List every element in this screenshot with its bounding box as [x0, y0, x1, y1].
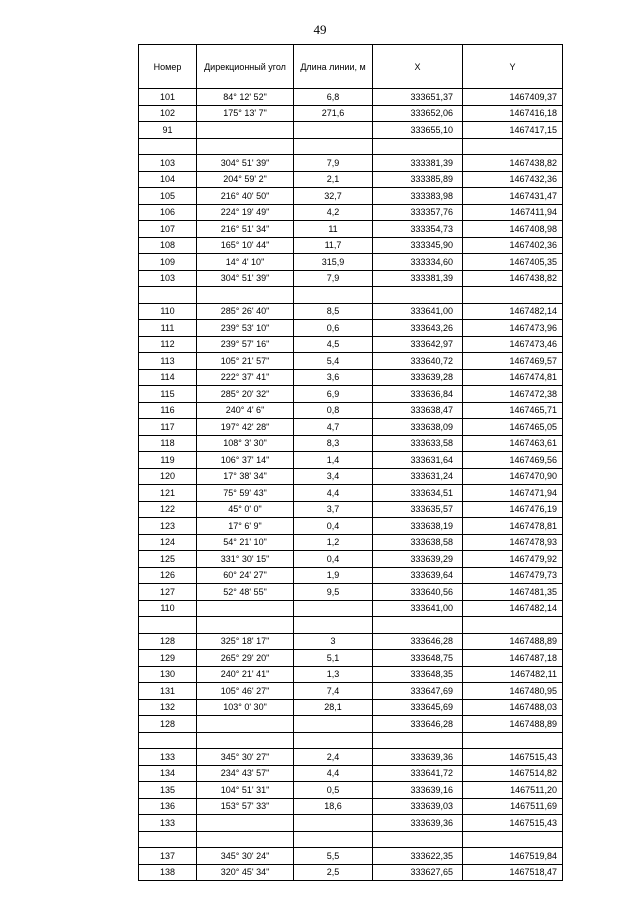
x-coordinate-cell: 333383,98: [373, 188, 463, 205]
x-coordinate-cell: 333643,26: [373, 320, 463, 337]
table-row: [139, 105, 563, 122]
table-row: [139, 254, 563, 271]
y-coordinate-cell: [463, 287, 563, 304]
y-coordinate-cell: 1467411,94: [463, 204, 563, 221]
direction-angle-cell: [197, 617, 294, 634]
y-coordinate-cell: 1467488,89: [463, 633, 563, 650]
table-row: [139, 303, 563, 320]
direction-angle-cell: [197, 831, 294, 848]
line-length-cell: 11,7: [294, 237, 373, 254]
point-number-cell: [139, 617, 197, 634]
direction-angle-cell: 285° 26' 40": [197, 303, 294, 320]
y-coordinate-cell: 1467469,57: [463, 353, 563, 370]
point-number-cell: 133: [139, 749, 197, 766]
line-length-cell: [294, 287, 373, 304]
x-coordinate-cell: 333636,84: [373, 386, 463, 403]
table-row: [139, 138, 563, 155]
line-length-cell: [294, 831, 373, 848]
x-coordinate-cell: 333639,16: [373, 782, 463, 799]
x-coordinate-cell: 333645,69: [373, 699, 463, 716]
table-row: [139, 155, 563, 172]
table-row: [139, 534, 563, 551]
y-coordinate-cell: 1467472,38: [463, 386, 563, 403]
point-number-cell: 122: [139, 501, 197, 518]
y-coordinate-cell: 1467463,61: [463, 435, 563, 452]
x-coordinate-cell: 333633,58: [373, 435, 463, 452]
x-coordinate-cell: 333639,29: [373, 551, 463, 568]
x-coordinate-cell: 333655,10: [373, 122, 463, 139]
direction-angle-cell: 240° 21' 41": [197, 666, 294, 683]
line-length-cell: 0,4: [294, 518, 373, 535]
point-number-cell: [139, 138, 197, 155]
point-number-cell: 112: [139, 336, 197, 353]
line-length-cell: 1,3: [294, 666, 373, 683]
table-row: [139, 452, 563, 469]
x-coordinate-cell: 333641,00: [373, 303, 463, 320]
table-row: [139, 270, 563, 287]
table-row: [139, 617, 563, 634]
point-number-cell: 136: [139, 798, 197, 815]
direction-angle-cell: 304° 51' 39": [197, 155, 294, 172]
line-length-cell: 1,4: [294, 452, 373, 469]
x-coordinate-cell: 333622,35: [373, 848, 463, 865]
line-length-cell: 8,3: [294, 435, 373, 452]
point-number-cell: 111: [139, 320, 197, 337]
table-row: [139, 287, 563, 304]
x-coordinate-cell: 333638,58: [373, 534, 463, 551]
point-number-cell: 108: [139, 237, 197, 254]
y-coordinate-cell: 1467469,56: [463, 452, 563, 469]
table-row: [139, 848, 563, 865]
table-row: [139, 237, 563, 254]
direction-angle-cell: 345° 30' 24": [197, 848, 294, 865]
direction-angle-cell: 105° 46' 27": [197, 683, 294, 700]
x-coordinate-cell: 333647,69: [373, 683, 463, 700]
x-coordinate-cell: 333652,06: [373, 105, 463, 122]
point-number-cell: 130: [139, 666, 197, 683]
header-line-length: Длина линии, м: [294, 45, 373, 89]
line-length-cell: 7,9: [294, 270, 373, 287]
x-coordinate-cell: 333627,65: [373, 864, 463, 881]
line-length-cell: [294, 716, 373, 733]
y-coordinate-cell: 1467438,82: [463, 270, 563, 287]
x-coordinate-cell: 333651,37: [373, 89, 463, 106]
point-number-cell: 106: [139, 204, 197, 221]
direction-angle-cell: 84° 12' 52": [197, 89, 294, 106]
x-coordinate-cell: 333345,90: [373, 237, 463, 254]
direction-angle-cell: [197, 815, 294, 832]
point-number-cell: 117: [139, 419, 197, 436]
x-coordinate-cell: [373, 831, 463, 848]
x-coordinate-cell: 333642,97: [373, 336, 463, 353]
direction-angle-cell: 216° 51' 34": [197, 221, 294, 238]
line-length-cell: 3,4: [294, 468, 373, 485]
x-coordinate-cell: 333648,35: [373, 666, 463, 683]
line-length-cell: 315,9: [294, 254, 373, 271]
point-number-cell: 103: [139, 155, 197, 172]
point-number-cell: 104: [139, 171, 197, 188]
x-coordinate-cell: 333646,28: [373, 716, 463, 733]
y-coordinate-cell: 1467478,93: [463, 534, 563, 551]
direction-angle-cell: 14° 4' 10": [197, 254, 294, 271]
point-number-cell: 128: [139, 716, 197, 733]
table-row: [139, 501, 563, 518]
line-length-cell: 18,6: [294, 798, 373, 815]
x-coordinate-cell: 333639,36: [373, 749, 463, 766]
table-row: [139, 798, 563, 815]
y-coordinate-cell: [463, 831, 563, 848]
point-number-cell: 126: [139, 567, 197, 584]
y-coordinate-cell: 1467438,82: [463, 155, 563, 172]
line-length-cell: 9,5: [294, 584, 373, 601]
point-number-cell: 101: [139, 89, 197, 106]
point-number-cell: 110: [139, 600, 197, 617]
x-coordinate-cell: 333631,24: [373, 468, 463, 485]
line-length-cell: [294, 138, 373, 155]
table-header-row: [139, 45, 563, 89]
direction-angle-cell: [197, 287, 294, 304]
x-coordinate-cell: 333381,39: [373, 270, 463, 287]
point-number-cell: 113: [139, 353, 197, 370]
x-coordinate-cell: 333639,64: [373, 567, 463, 584]
table-row: [139, 221, 563, 238]
table-row: [139, 171, 563, 188]
x-coordinate-cell: 333641,72: [373, 765, 463, 782]
point-number-cell: 133: [139, 815, 197, 832]
direction-angle-cell: 216° 40' 50": [197, 188, 294, 205]
point-number-cell: 120: [139, 468, 197, 485]
line-length-cell: [294, 600, 373, 617]
line-length-cell: [294, 617, 373, 634]
y-coordinate-cell: [463, 138, 563, 155]
table-row: [139, 765, 563, 782]
page-number: 49: [313, 22, 327, 37]
point-number-cell: 102: [139, 105, 197, 122]
table-row: [139, 650, 563, 667]
point-number-cell: 109: [139, 254, 197, 271]
table-row: [139, 435, 563, 452]
point-number-cell: [139, 831, 197, 848]
line-length-cell: 4,4: [294, 485, 373, 502]
table-row: [139, 204, 563, 221]
direction-angle-cell: [197, 122, 294, 139]
x-coordinate-cell: 333638,09: [373, 419, 463, 436]
line-length-cell: 0,5: [294, 782, 373, 799]
line-length-cell: 3,6: [294, 369, 373, 386]
direction-angle-cell: 17° 6' 9": [197, 518, 294, 535]
direction-angle-cell: [197, 600, 294, 617]
y-coordinate-cell: [463, 617, 563, 634]
table-row: [139, 567, 563, 584]
table-row: [139, 831, 563, 848]
direction-angle-cell: 108° 3' 30": [197, 435, 294, 452]
x-coordinate-cell: 333385,89: [373, 171, 463, 188]
line-length-cell: 4,4: [294, 765, 373, 782]
point-number-cell: 110: [139, 303, 197, 320]
table-row: [139, 666, 563, 683]
y-coordinate-cell: 1467473,46: [463, 336, 563, 353]
point-number-cell: [139, 732, 197, 749]
line-length-cell: 0,4: [294, 551, 373, 568]
point-number-cell: 135: [139, 782, 197, 799]
header-y: Y: [463, 45, 563, 89]
table-row: [139, 188, 563, 205]
line-length-cell: 11: [294, 221, 373, 238]
direction-angle-cell: 175° 13' 7": [197, 105, 294, 122]
direction-angle-cell: 17° 38' 34": [197, 468, 294, 485]
line-length-cell: 6,9: [294, 386, 373, 403]
y-coordinate-cell: 1467511,69: [463, 798, 563, 815]
y-coordinate-cell: 1467482,11: [463, 666, 563, 683]
x-coordinate-cell: 333635,57: [373, 501, 463, 518]
direction-angle-cell: 103° 0' 30": [197, 699, 294, 716]
y-coordinate-cell: 1467431,47: [463, 188, 563, 205]
line-length-cell: 1,9: [294, 567, 373, 584]
x-coordinate-cell: 333648,75: [373, 650, 463, 667]
y-coordinate-cell: 1467408,98: [463, 221, 563, 238]
table-row: [139, 353, 563, 370]
line-length-cell: 4,2: [294, 204, 373, 221]
point-number-cell: 132: [139, 699, 197, 716]
direction-angle-cell: 45° 0' 0": [197, 501, 294, 518]
direction-angle-cell: 165° 10' 44": [197, 237, 294, 254]
y-coordinate-cell: 1467482,14: [463, 600, 563, 617]
x-coordinate-cell: [373, 287, 463, 304]
line-length-cell: 8,5: [294, 303, 373, 320]
line-length-cell: 2,1: [294, 171, 373, 188]
y-coordinate-cell: 1467417,15: [463, 122, 563, 139]
point-number-cell: 128: [139, 633, 197, 650]
direction-angle-cell: 265° 29' 20": [197, 650, 294, 667]
x-coordinate-cell: 333640,56: [373, 584, 463, 601]
y-coordinate-cell: [463, 732, 563, 749]
point-number-cell: 129: [139, 650, 197, 667]
y-coordinate-cell: 1467515,43: [463, 815, 563, 832]
line-length-cell: [294, 815, 373, 832]
x-coordinate-cell: 333639,28: [373, 369, 463, 386]
y-coordinate-cell: 1467488,89: [463, 716, 563, 733]
line-length-cell: 32,7: [294, 188, 373, 205]
y-coordinate-cell: 1467465,71: [463, 402, 563, 419]
x-coordinate-cell: 333638,19: [373, 518, 463, 535]
point-number-cell: 114: [139, 369, 197, 386]
y-coordinate-cell: 1467474,81: [463, 369, 563, 386]
y-coordinate-cell: 1467479,73: [463, 567, 563, 584]
direction-angle-cell: 104° 51' 31": [197, 782, 294, 799]
direction-angle-cell: 331° 30' 15": [197, 551, 294, 568]
point-number-cell: 127: [139, 584, 197, 601]
line-length-cell: [294, 732, 373, 749]
header-number: Номер: [139, 45, 197, 89]
x-coordinate-cell: 333640,72: [373, 353, 463, 370]
direction-angle-cell: 345° 30' 27": [197, 749, 294, 766]
table-row: [139, 749, 563, 766]
direction-angle-cell: 197° 42' 28": [197, 419, 294, 436]
y-coordinate-cell: 1467473,96: [463, 320, 563, 337]
point-number-cell: [139, 287, 197, 304]
line-length-cell: 6,8: [294, 89, 373, 106]
line-length-cell: 2,4: [294, 749, 373, 766]
header-direction-angle: Дирекционный угол: [197, 45, 294, 89]
y-coordinate-cell: 1467480,95: [463, 683, 563, 700]
direction-angle-cell: 153° 57' 33": [197, 798, 294, 815]
direction-angle-cell: 285° 20' 32": [197, 386, 294, 403]
x-coordinate-cell: 333334,60: [373, 254, 463, 271]
table-row: [139, 600, 563, 617]
y-coordinate-cell: 1467416,18: [463, 105, 563, 122]
direction-angle-cell: 224° 19' 49": [197, 204, 294, 221]
table-row: [139, 122, 563, 139]
table-body: [139, 89, 563, 881]
x-coordinate-cell: 333381,39: [373, 155, 463, 172]
x-coordinate-cell: 333354,73: [373, 221, 463, 238]
table-row: [139, 551, 563, 568]
x-coordinate-cell: [373, 138, 463, 155]
x-coordinate-cell: 333634,51: [373, 485, 463, 502]
x-coordinate-cell: 333641,00: [373, 600, 463, 617]
line-length-cell: [294, 122, 373, 139]
line-length-cell: 271,6: [294, 105, 373, 122]
direction-angle-cell: 52° 48' 55": [197, 584, 294, 601]
y-coordinate-cell: 1467432,36: [463, 171, 563, 188]
table-row: [139, 386, 563, 403]
y-coordinate-cell: 1467405,35: [463, 254, 563, 271]
direction-angle-cell: 222° 37' 41": [197, 369, 294, 386]
y-coordinate-cell: 1467478,81: [463, 518, 563, 535]
y-coordinate-cell: 1467409,37: [463, 89, 563, 106]
direction-angle-cell: 106° 37' 14": [197, 452, 294, 469]
point-number-cell: 137: [139, 848, 197, 865]
y-coordinate-cell: 1467487,18: [463, 650, 563, 667]
point-number-cell: 105: [139, 188, 197, 205]
line-length-cell: 3: [294, 633, 373, 650]
point-number-cell: 119: [139, 452, 197, 469]
x-coordinate-cell: 333646,28: [373, 633, 463, 650]
table-row: [139, 732, 563, 749]
line-length-cell: 2,5: [294, 864, 373, 881]
header-x: X: [373, 45, 463, 89]
point-number-cell: 115: [139, 386, 197, 403]
y-coordinate-cell: 1467470,90: [463, 468, 563, 485]
line-length-cell: 4,5: [294, 336, 373, 353]
line-length-cell: 4,7: [294, 419, 373, 436]
x-coordinate-cell: 333639,03: [373, 798, 463, 815]
table-row: [139, 89, 563, 106]
y-coordinate-cell: 1467488,03: [463, 699, 563, 716]
line-length-cell: 5,1: [294, 650, 373, 667]
direction-angle-cell: 75° 59' 43": [197, 485, 294, 502]
line-length-cell: 7,9: [294, 155, 373, 172]
table-row: [139, 699, 563, 716]
table-row: [139, 320, 563, 337]
direction-angle-cell: [197, 138, 294, 155]
direction-angle-cell: 325° 18' 17": [197, 633, 294, 650]
direction-angle-cell: 60° 24' 27": [197, 567, 294, 584]
x-coordinate-cell: 333631,64: [373, 452, 463, 469]
line-length-cell: 1,2: [294, 534, 373, 551]
point-number-cell: 116: [139, 402, 197, 419]
point-number-cell: 103: [139, 270, 197, 287]
table-row: [139, 584, 563, 601]
line-length-cell: 0,6: [294, 320, 373, 337]
table-row: [139, 716, 563, 733]
table-row: [139, 633, 563, 650]
direction-angle-cell: 320° 45' 34": [197, 864, 294, 881]
point-number-cell: 134: [139, 765, 197, 782]
table-row: [139, 782, 563, 799]
direction-angle-cell: 240° 4' 6": [197, 402, 294, 419]
y-coordinate-cell: 1467479,92: [463, 551, 563, 568]
direction-angle-cell: 204° 59' 2": [197, 171, 294, 188]
point-number-cell: 123: [139, 518, 197, 535]
point-number-cell: 138: [139, 864, 197, 881]
point-number-cell: 118: [139, 435, 197, 452]
table-row: [139, 468, 563, 485]
x-coordinate-cell: [373, 617, 463, 634]
table-row: [139, 402, 563, 419]
line-length-cell: 28,1: [294, 699, 373, 716]
x-coordinate-cell: 333639,36: [373, 815, 463, 832]
direction-angle-cell: [197, 716, 294, 733]
line-length-cell: 0,8: [294, 402, 373, 419]
direction-angle-cell: [197, 732, 294, 749]
direction-angle-cell: 54° 21' 10": [197, 534, 294, 551]
y-coordinate-cell: 1467519,84: [463, 848, 563, 865]
table-row: [139, 419, 563, 436]
direction-angle-cell: 239° 53' 10": [197, 320, 294, 337]
point-number-cell: 91: [139, 122, 197, 139]
table-row: [139, 518, 563, 535]
y-coordinate-cell: 1467471,94: [463, 485, 563, 502]
y-coordinate-cell: 1467482,14: [463, 303, 563, 320]
y-coordinate-cell: 1467514,82: [463, 765, 563, 782]
direction-angle-cell: 304° 51' 39": [197, 270, 294, 287]
table-row: [139, 369, 563, 386]
point-number-cell: 107: [139, 221, 197, 238]
coordinates-table: [138, 44, 563, 881]
line-length-cell: 5,5: [294, 848, 373, 865]
line-length-cell: 7,4: [294, 683, 373, 700]
table-row: [139, 864, 563, 881]
y-coordinate-cell: 1467518,47: [463, 864, 563, 881]
point-number-cell: 131: [139, 683, 197, 700]
y-coordinate-cell: 1467515,43: [463, 749, 563, 766]
y-coordinate-cell: 1467402,36: [463, 237, 563, 254]
line-length-cell: 5,4: [294, 353, 373, 370]
table-row: [139, 815, 563, 832]
y-coordinate-cell: 1467481,35: [463, 584, 563, 601]
line-length-cell: 3,7: [294, 501, 373, 518]
table-row: [139, 683, 563, 700]
point-number-cell: 121: [139, 485, 197, 502]
x-coordinate-cell: 333638,47: [373, 402, 463, 419]
y-coordinate-cell: 1467511,20: [463, 782, 563, 799]
y-coordinate-cell: 1467465,05: [463, 419, 563, 436]
y-coordinate-cell: 1467476,19: [463, 501, 563, 518]
point-number-cell: 125: [139, 551, 197, 568]
direction-angle-cell: 234° 43' 57": [197, 765, 294, 782]
direction-angle-cell: 239° 57' 16": [197, 336, 294, 353]
point-number-cell: 124: [139, 534, 197, 551]
table-row: [139, 336, 563, 353]
table-row: [139, 485, 563, 502]
x-coordinate-cell: [373, 732, 463, 749]
direction-angle-cell: 105° 21' 57": [197, 353, 294, 370]
x-coordinate-cell: 333357,76: [373, 204, 463, 221]
